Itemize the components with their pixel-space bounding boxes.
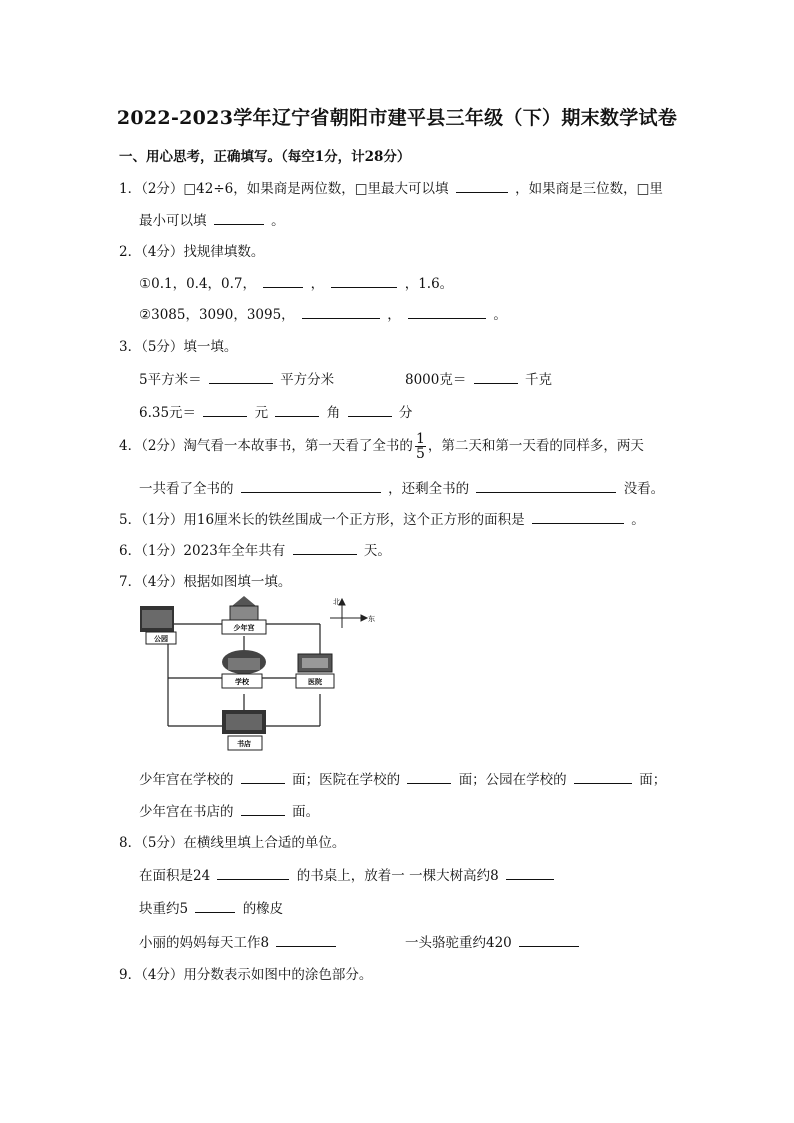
question-2-text: ，1.6。 xyxy=(404,276,454,292)
question-1-line-1 xyxy=(119,177,663,197)
answer-blank[interactable] xyxy=(275,404,319,417)
question-3-text: 6.35元＝ xyxy=(139,405,197,421)
palace-label: 少年宫 xyxy=(233,624,255,632)
bookstore-label: 书店 xyxy=(237,740,251,748)
question-4-text: 4．（2分）淘气看一本故事书，第一天看了全书的 xyxy=(119,438,413,454)
answer-blank[interactable] xyxy=(217,867,289,880)
question-8-row-3-right xyxy=(405,931,582,951)
answer-blank[interactable] xyxy=(408,306,486,319)
answer-blank[interactable] xyxy=(241,771,285,784)
answer-blank[interactable] xyxy=(241,480,381,493)
question-9-stem: 9．（4分）用分数表示如图中的涂色部分。 xyxy=(119,967,373,983)
answer-blank[interactable] xyxy=(407,771,451,784)
answer-blank[interactable] xyxy=(506,867,554,880)
question-4-text: 一共看了全书的 xyxy=(139,481,234,497)
question-8-text: 块重约5 xyxy=(139,901,189,917)
fraction-denominator: 5 xyxy=(415,446,425,462)
question-8-text: 一棵大树高约8 xyxy=(409,868,499,884)
question-7-text: 面；公园在学校的 xyxy=(458,772,567,788)
question-3-text: 元 xyxy=(254,405,269,421)
question-5 xyxy=(119,508,645,528)
question-7-line-2 xyxy=(139,800,319,820)
section-heading: 一、用心思考，正确填写。（每空1分，计28分） xyxy=(119,149,411,165)
question-3-text: 平方分米 xyxy=(280,372,335,388)
question-8-stem: 8．（5分）在横线里填上合适的单位。 xyxy=(119,835,346,851)
bookstore-location xyxy=(222,710,266,750)
question-3-stem: 3．（5分）填一填。 xyxy=(119,339,238,355)
question-8-text: 的橡皮 xyxy=(242,901,284,917)
question-8-text: 的书桌上，放着一 xyxy=(296,868,405,884)
answer-blank[interactable] xyxy=(195,900,235,913)
question-7-stem: 7．（4分）根据如图填一填。 xyxy=(119,574,292,590)
direction-map xyxy=(136,594,376,756)
question-8-text: 小丽的妈妈每天工作8 xyxy=(139,935,270,951)
question-4-text: ，还剩全书的 xyxy=(388,481,470,497)
answer-blank[interactable] xyxy=(474,371,518,384)
question-8-text: 一头骆驼重约420 xyxy=(405,935,512,951)
school-label: 学校 xyxy=(235,678,249,686)
question-2-row-1 xyxy=(139,272,453,292)
question-2-text: ， xyxy=(310,276,325,292)
answer-blank[interactable] xyxy=(241,803,285,816)
question-7-text: 少年宫在书店的 xyxy=(139,804,234,820)
question-1-text: 。 xyxy=(271,213,285,229)
question-3-text: 分 xyxy=(398,405,413,421)
question-3-text: 千克 xyxy=(524,372,552,388)
question-8-text: 在面积是24 xyxy=(139,868,211,884)
question-3-row-2 xyxy=(139,401,412,421)
question-2-text: ②3085，3090，3095， xyxy=(139,307,295,323)
question-3-text: 5平方米＝ xyxy=(139,372,202,388)
palace-location xyxy=(222,596,266,634)
answer-blank[interactable] xyxy=(574,771,632,784)
hospital-label: 医院 xyxy=(308,678,322,686)
question-6-text: 6．（1分）2023年全年共有 xyxy=(119,543,286,559)
answer-blank[interactable] xyxy=(302,306,380,319)
question-4-line-2 xyxy=(139,477,664,497)
question-2-stem: 2．（4分）找规律填数。 xyxy=(119,244,265,260)
question-3-row-1-right xyxy=(405,368,552,388)
question-3-text: 角 xyxy=(326,405,341,421)
answer-blank[interactable] xyxy=(293,542,357,555)
answer-blank[interactable] xyxy=(276,934,336,947)
answer-blank[interactable] xyxy=(348,404,392,417)
school-location xyxy=(222,650,266,688)
answer-blank[interactable] xyxy=(209,371,273,384)
question-7-text: 少年宫在学校的 xyxy=(139,772,234,788)
fraction-numerator: 1 xyxy=(415,431,425,447)
park-location xyxy=(140,606,176,644)
question-4-line-1 xyxy=(119,432,644,461)
question-6 xyxy=(119,539,391,559)
answer-blank[interactable] xyxy=(331,275,397,288)
question-4-text: 没看。 xyxy=(623,481,665,497)
answer-blank[interactable] xyxy=(214,212,264,225)
question-1-text: ，如果商是三位数，□里 xyxy=(515,181,663,197)
park-label: 公园 xyxy=(154,635,168,643)
question-7-text: 面。 xyxy=(292,804,320,820)
question-2-text: ， xyxy=(387,307,401,323)
fraction xyxy=(415,432,426,461)
answer-blank[interactable] xyxy=(203,404,247,417)
north-label: 北 xyxy=(333,598,340,606)
question-3-text: 8000克＝ xyxy=(405,372,467,388)
question-3-row-1 xyxy=(139,368,334,388)
answer-blank[interactable] xyxy=(532,511,624,524)
question-6-text: 天。 xyxy=(363,543,391,559)
question-2-row-2 xyxy=(139,303,507,323)
question-7-text: 面； xyxy=(639,772,667,788)
answer-blank[interactable] xyxy=(519,934,579,947)
question-8-row-1 xyxy=(139,864,557,884)
answer-blank[interactable] xyxy=(456,180,508,193)
answer-blank[interactable] xyxy=(263,275,303,288)
question-1-text: 最小可以填 xyxy=(139,213,207,229)
question-5-text: 5．（1分）用16厘米长的铁丝围成一个正方形，这个正方形的面积是 xyxy=(119,512,525,528)
hospital-location xyxy=(296,654,334,688)
page-title: 2022-2023学年辽宁省朝阳市建平县三年级（下）期末数学试卷 xyxy=(116,107,678,129)
question-2-text: 。 xyxy=(493,307,507,323)
question-4-text: ，第二天和第一天看的同样多，两天 xyxy=(427,438,644,454)
east-label: 东 xyxy=(368,615,375,623)
question-7-text: 面；医院在学校的 xyxy=(292,772,401,788)
question-8-row-2 xyxy=(139,897,283,917)
question-7-line-1 xyxy=(139,768,666,788)
question-1-text: 1．（2分）□42÷6，如果商是两位数，□里最大可以填 xyxy=(119,181,449,197)
question-1-line-2 xyxy=(139,209,285,229)
question-2-text: ①0.1，0.4，0.7， xyxy=(139,276,257,292)
answer-blank[interactable] xyxy=(476,480,616,493)
question-5-text: 。 xyxy=(631,512,645,528)
question-8-row-3 xyxy=(139,931,339,951)
